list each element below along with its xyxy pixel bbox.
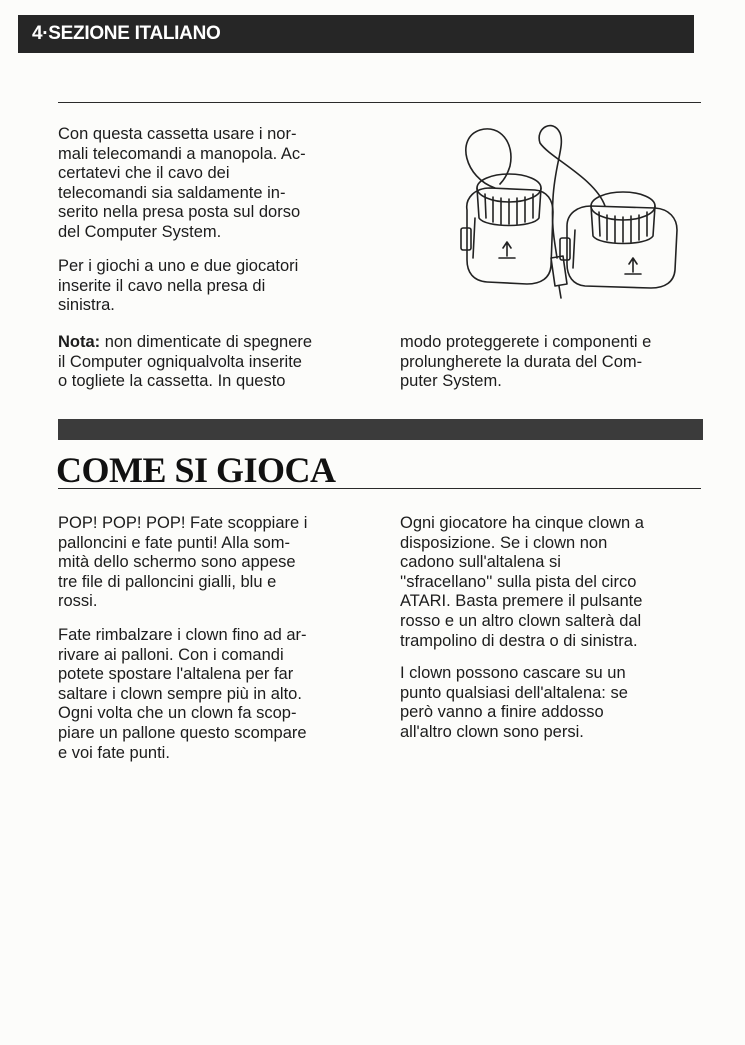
text-line: prolungherete la durata del Com-	[400, 352, 643, 371]
text-line: Fate rimbalzare i clown fino ad ar-	[58, 626, 307, 644]
text-line: Con questa cassetta usare i nor-	[58, 125, 297, 143]
text-line: il Computer ogniqualvolta inserite	[58, 352, 302, 371]
text-line: cadono sull'altalena si	[400, 553, 561, 572]
text-line: del Computer System.	[58, 222, 222, 241]
section-rule	[58, 488, 701, 489]
section-left-paragraph-1	[58, 514, 388, 612]
paddle-controllers-illustration	[455, 118, 695, 313]
section-heading: COME SI GIOCA	[56, 450, 336, 490]
intro-paragraph-1	[58, 125, 388, 243]
text-line: inserite il cavo nella presa di	[58, 276, 266, 295]
header-bar	[18, 15, 694, 53]
note-paragraph-left	[58, 333, 388, 392]
text-line: puter System.	[400, 372, 502, 391]
text-line: I clown possono cascare su un	[400, 664, 626, 682]
text-line: modo proteggerete i componenti e	[400, 333, 652, 351]
text-line: potete spostare l'altalena per far	[58, 665, 294, 684]
text-line: e voi fate punti.	[58, 743, 170, 762]
text-line: mali telecomandi a manopola. Ac-	[58, 144, 306, 163]
text-line: tre file di palloncini gialli, blu e	[58, 572, 277, 591]
section-divider-band	[58, 419, 703, 440]
text-line: ''sfracellano'' sulla pista del circo	[400, 572, 637, 591]
note-paragraph-right	[400, 333, 710, 392]
text-line: sinistra.	[58, 296, 115, 315]
text-line: piare un pallone questo scompare	[58, 723, 307, 742]
note-label: Nota:	[58, 333, 101, 351]
text-line: Ogni volta che un clown fa scop-	[58, 704, 297, 723]
text-fragment: non dimenticate di spegnere	[100, 333, 313, 351]
text-line: all'altro clown sono persi.	[400, 722, 584, 741]
text-line: certatevi che il cavo dei	[58, 164, 230, 183]
intro-paragraph-2	[58, 257, 388, 316]
text-line: mità dello schermo sono appese	[58, 553, 296, 572]
text-line: POP! POP! POP! Fate scoppiare i	[58, 514, 308, 532]
text-line: però vanno a finire addosso	[400, 703, 604, 722]
text-line: rossi.	[58, 592, 98, 611]
text-line: saltare i clown sempre più in alto.	[58, 684, 302, 703]
text-line: disposizione. Se i clown non	[400, 533, 608, 552]
text-line: telecomandi sia saldamente in-	[58, 183, 286, 202]
text-line	[58, 333, 388, 353]
section-right-paragraph-2	[400, 664, 710, 742]
text-line: o togliete la cassetta. In questo	[58, 372, 286, 391]
text-line: rivare ai palloni. Con i comandi	[58, 645, 284, 664]
text-line: Ogni giocatore ha cinque clown a	[400, 514, 644, 532]
text-line: palloncini e fate punti! Alla som-	[58, 533, 291, 552]
text-line: ATARI. Basta premere il pulsante	[400, 592, 643, 611]
section-left-paragraph-2	[58, 626, 388, 763]
section-right-paragraph-1	[400, 514, 710, 651]
text-line: punto qualsiasi dell'altalena: se	[400, 683, 628, 702]
text-line: rosso e un altro clown salterà dal	[400, 611, 642, 630]
page-header-title: 4·SEZIONE ITALIANO	[32, 23, 221, 44]
text-line: Per i giochi a uno e due giocatori	[58, 257, 299, 275]
top-rule	[58, 102, 701, 103]
text-line: trampolino di destra o di sinistra.	[400, 631, 638, 650]
text-line: serito nella presa posta sul dorso	[58, 203, 301, 222]
